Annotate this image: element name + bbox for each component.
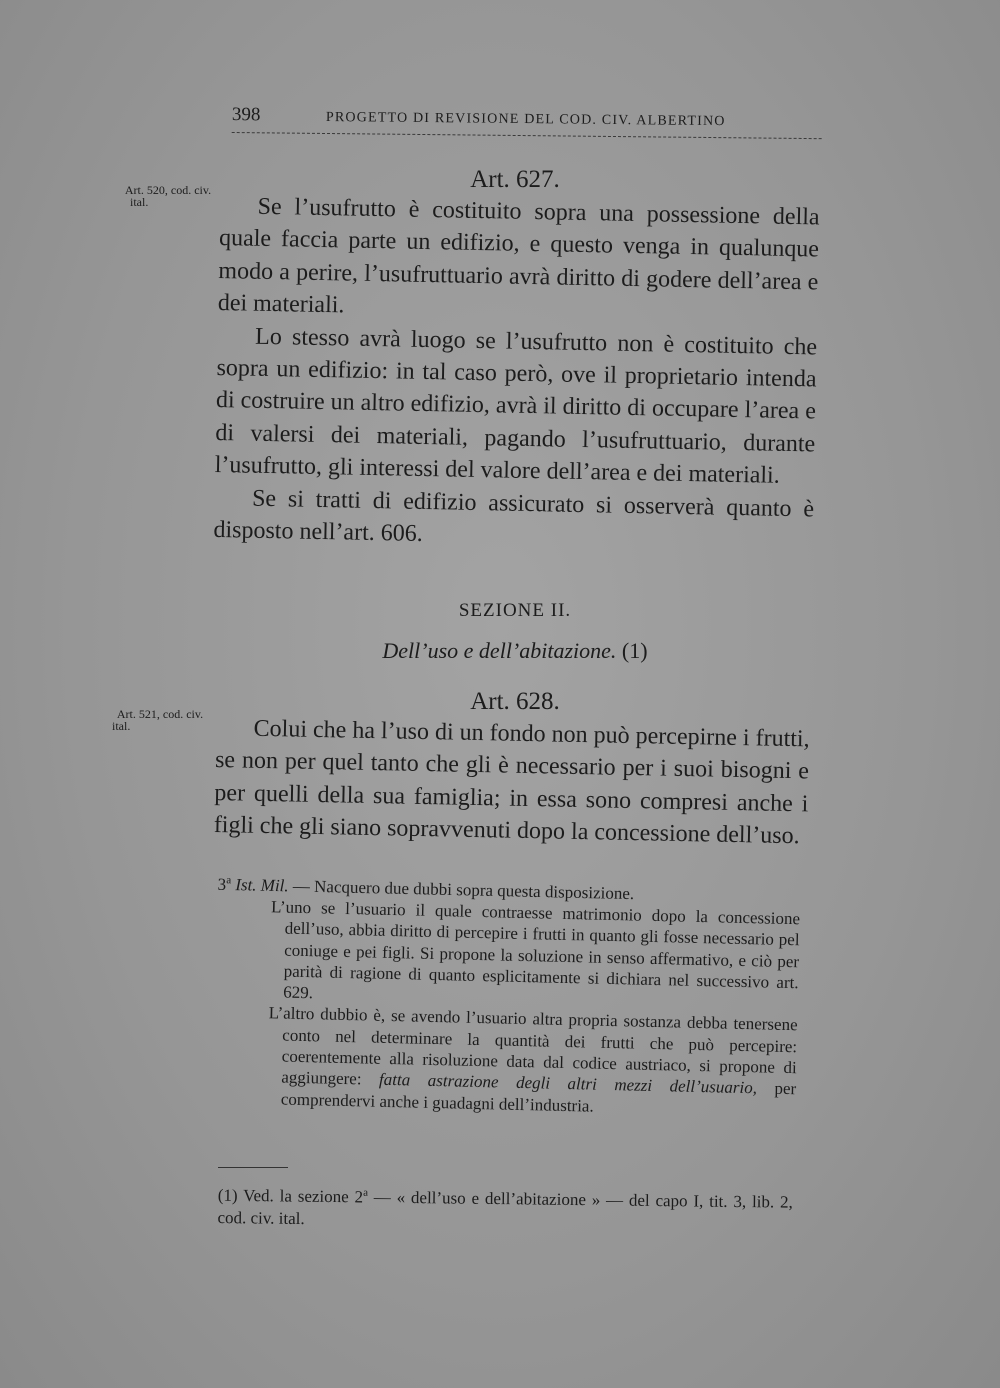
article-628-heading: Art. 628. xyxy=(470,688,560,715)
commentary-text: L’altro dubbio è, se avendo l’usuario altra propria sostanza debba tenersene conto nel determinare la quantità dei frutti che può percepire: coerentemente alla risoluzione data dal codice austriaco, si propone di aggiungere: xyxy=(268,1003,798,1089)
section-subtitle-italic: Dell’uso e dell’abitazione. xyxy=(382,638,617,663)
commentary-label-italic: Ist. Mil. xyxy=(235,875,289,896)
footnote-text: (1) Ved. la sezione 2 xyxy=(217,1185,364,1207)
footnote-divider xyxy=(218,1167,288,1168)
margin-note-line: Art. 521, cod. civ. xyxy=(116,707,204,721)
article-628-body xyxy=(214,712,810,853)
commentary-text: per comprendervi anche i guadagni dell’industria. xyxy=(280,1079,797,1116)
commentary xyxy=(211,870,801,1121)
commentary-first-line: — Nacquero due dubbi sopra questa disposizione. xyxy=(292,876,635,904)
commentary-paragraph: L’uno se l’usuario il quale contraesse matrimonio dopo la concessione dell’uso, abbia diritto di percepire i frutti in quanto gli fosse necessario pel coniuge e pei figli. Si propone la soluzione in senso affermativo, e ciò per parità di ragione di quanto esplicitamente si dichiara nel successivo art. 629. xyxy=(270,897,801,1003)
paragraph: Se l’usufrutto è costituito sopra una possessione della quale faccia parte un edifizio, e questo venga in qualunque modo a perire, l’usufruttuario avrà diritto di godere dell’area e dei materiali. xyxy=(217,193,820,319)
section-title: SEZIONE II. xyxy=(458,600,572,621)
commentary-italic: fatta astrazione degli altri mezzi dell’usuario, xyxy=(378,1070,758,1098)
section-subtitle xyxy=(230,638,800,664)
commentary-label-num: 3 xyxy=(217,874,227,894)
margin-note-line: ital. xyxy=(112,719,131,733)
paragraph: Colui che ha l’uso di un fondo non può percepirne i frutti, se non per quel tanto che gli è necessario per i suoi bisogni e per quelli della sua famiglia; in essa sono compresi anche i figli che gli siano sopravvenuti dopo la concessione dell’uso. xyxy=(213,715,810,850)
page-number: 398 xyxy=(231,104,261,126)
article-627-heading: Art. 627. xyxy=(470,166,560,193)
margin-note-line: Art. 520, cod. civ. xyxy=(124,183,212,197)
footnote xyxy=(217,1180,793,1236)
footnote-sup: a xyxy=(363,1186,369,1199)
page-header xyxy=(232,104,822,139)
section-subtitle-note: (1) xyxy=(621,638,648,663)
commentary-label-sup: a xyxy=(226,874,232,887)
commentary-paragraph xyxy=(211,1001,798,1121)
paragraph: Lo stesso avrà luogo se l’usufrutto non è costituito che sopra un edifizio: in tal caso però, ove il proprietario intenda di costruire un altro edifizio, avrà il diritto di occupare l’area e di valersi dei materiali, pagando l’usufruttuario, durante l’usufrutto, gli interessi del valore dell’area e dei materiali. xyxy=(214,323,818,490)
margin-note-art628 xyxy=(104,708,216,732)
margin-note-line: ital. xyxy=(130,195,149,209)
paragraph: Se si tratti di edifizio assicurato si osserverà quanto è disposto nell’art. 606. xyxy=(213,485,815,548)
margin-note-art627 xyxy=(112,184,224,208)
footnote-text: — « dell’uso e dell’abitazione » — del capo I, tit. 3, lib. 2, cod. civ. ital. xyxy=(217,1187,793,1228)
article-627-body xyxy=(213,190,820,558)
running-title: PROGETTO DI REVISIONE DEL COD. CIV. ALBERTINO xyxy=(325,109,726,130)
